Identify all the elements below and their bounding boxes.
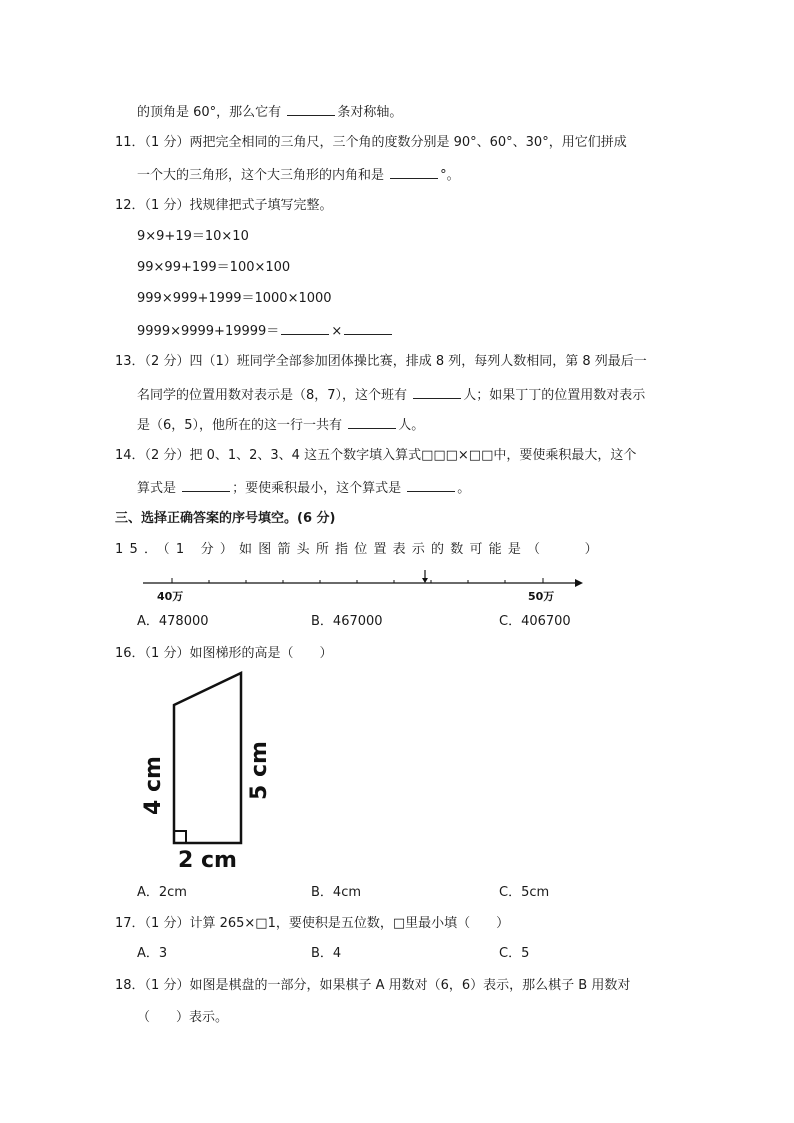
q18-line2: （ ）表示。 [137, 1010, 229, 1025]
q17-stem: 17．（1 分）计算 265×□1，要使积是五位数，□里最小填（ ） [115, 916, 510, 931]
label-50wan: 50万 [528, 590, 555, 603]
option-a[interactable]: A．2cm [137, 885, 187, 900]
answer-blank[interactable] [344, 322, 392, 335]
right-angle-mark [174, 831, 186, 843]
q13-line3: 是（6，5），他所在的这一行一共有 人。 [137, 418, 425, 433]
q12-eq1: 9×9+19＝10×10 [137, 229, 249, 244]
answer-blank[interactable] [182, 479, 230, 492]
pointer-arrow-head [422, 578, 428, 583]
q12-eq2: 99×99+199＝100×100 [137, 260, 291, 275]
q13-line1: 13．（2 分）四（1）班同学全部参加团体操比赛，排成 8 列，每列人数相同，第 8 列最后一 [115, 354, 647, 369]
trapezoid-shape [174, 673, 241, 843]
label-4cm: 4 cm [141, 756, 166, 815]
q13-line2: 名同学的位置用数对表示是（8，7），这个班有 人；如果丁丁的位置用数对表示 [137, 388, 646, 403]
q12-eq4: 9999×9999+19999＝ × [137, 322, 394, 340]
q14-line2: 算式是 ；要使乘积最小，这个算式是 。 [137, 481, 471, 496]
number-line-figure [135, 566, 585, 606]
answer-blank[interactable] [287, 103, 335, 116]
option-b[interactable]: B．4cm [311, 885, 362, 900]
q12-eq3: 999×999+1999＝1000×1000 [137, 291, 332, 306]
answer-blank[interactable] [407, 479, 455, 492]
q18-line1: 18．（1 分）如图是棋盘的一部分，如果棋子 A 用数对（6，6）表示，那么棋子 B 用数对 [115, 978, 631, 993]
answer-blank[interactable] [348, 416, 396, 429]
q14-line1: 14．（2 分）把 0、1、2、3、4 这五个数字填入算式□□□×□□中，要使乘积最大，这个 [115, 448, 637, 463]
label-40wan: 40万 [157, 590, 184, 603]
q11-line2: 一个大的三角形，这个大三角形的内角和是 °。 [137, 168, 460, 183]
option-c[interactable]: C．406700 [499, 614, 571, 629]
trapezoid-figure [130, 665, 300, 875]
option-c[interactable]: C．5cm [499, 885, 550, 900]
label-5cm: 5 cm [247, 741, 272, 800]
answer-blank[interactable] [390, 166, 438, 179]
option-b[interactable]: B．4 [311, 946, 342, 961]
answer-blank[interactable] [281, 322, 329, 335]
q16-stem: 16．（1 分）如图梯形的高是（ ） [115, 646, 333, 661]
option-a[interactable]: A．478000 [137, 614, 209, 629]
section-title: 三、选择正确答案的序号填空。(6 分) [115, 511, 336, 526]
label-2cm: 2 cm [178, 848, 237, 873]
q15-stem: 15．（1 分）如图箭头所指位置表示的数可能是（ ） [115, 542, 604, 557]
q12-title: 12．（1 分）找规律把式子填写完整。 [115, 198, 333, 213]
number-line-arrowhead [575, 579, 583, 587]
option-c[interactable]: C．5 [499, 946, 530, 961]
q10-tail: 的顶角是 60°，那么它有 条对称轴。 [137, 105, 403, 120]
answer-blank[interactable] [413, 386, 461, 399]
option-b[interactable]: B．467000 [311, 614, 383, 629]
q11-line1: 11．（1 分）两把完全相同的三角尺，三个角的度数分别是 90°、60°、30°，用它们拼成 [115, 135, 627, 150]
option-a[interactable]: A．3 [137, 946, 168, 961]
